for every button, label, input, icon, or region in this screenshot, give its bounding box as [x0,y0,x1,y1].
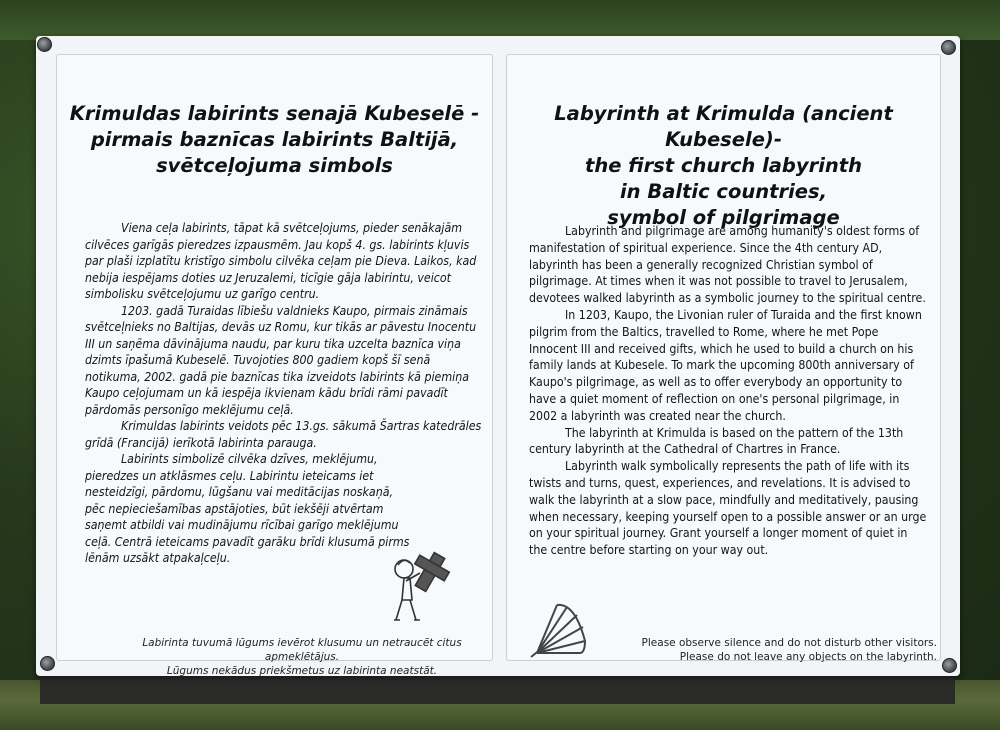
pilgrim-with-cross-icon [382,543,472,628]
latvian-footer-line: Lūgums nekādus priekšmetus uz labirinta neatstāt. [166,665,438,677]
english-footer-line: Please do not leave any objects on the labyrinth. [679,651,937,663]
information-sign [36,36,960,676]
english-title [507,101,940,231]
english-title-line: in Baltic countries, [620,180,827,203]
screw-bottom-left-icon [40,656,55,671]
latvian-paragraph: Krimuldas labirints veidots pēc 13.gs. sākumā Šartras katedrāles grīdā (Francijā) ierīkotā labirinta parauga. [85,419,482,450]
latvian-paragraph: 1203. gadā Turaidas lībiešu valdnieks Kaupo, pirmais zināmais svētceļnieks no Baltijas, devās uz Romu, kur tikās ar pāvestu Inocentu III un saņēma dāvinājuma naudu, par kuru tika uzcelta baznīca viņa dzimts īpašumā Kubeselē. Tuvojoties 800 gadiem kopš šī senā notikuma, 2002. gadā pie baznīcas tika izveidots labirints kā piemiņa Kaupo ceļojumam un kā iespēja ikvienam kādu brīdi rāmi pavadīt pārdomās personīgo meklējumu ceļā. [85,303,477,417]
latvian-paragraph: Labirints simbolizē cilvēka dzīves, meklējumu, pieredzes un atklāsmes ceļu. Labirintu ieteicams iet nesteidzīgi, pārdomu, lūgšanu vai meditācijas noskaņā, pēc nepieciešamības apstājoties, būt iekšēji atvērtam saņemt atbildi vai mudinājumu rīcībai garīgo meklējumu ceļā. Centrā ieteicams pavadīt garāku brīdi klusumā pirms lēnām uzsākt atpakaļceļu. [85,452,410,565]
latvian-text-panel [56,54,493,677]
screw-top-right-icon [941,40,956,55]
english-title-line: the first church labyrinth [585,154,862,177]
english-text-panel [506,54,941,661]
english-body [529,223,929,559]
english-paragraph: Labyrinth walk symbolically represents the path of life with its twists and turns, quest, experiences, and revelations. It is advised to walk the labyrinth at a slow pace, mindfully and meditatively, pausing when necessary, keeping yourself open to a possible answer or an urge on your spiritual journey. Grant yourself a longer moment of quiet in the centre before starting on your way out. [529,459,927,558]
english-paragraph: In 1203, Kaupo, the Livonian ruler of Turaida and the first known pilgrim from the Baltics, travelled to Rome, where he met Pope Innocent III and received gifts, which he used to build a church on his family lands at Kubesele. To mark the upcoming 800th anniversary of Kaupo's pilgrimage, as well as to offer everybody an opportunity to have a quiet moment of reflection on one's personal pilgrimage, in 2002 a labyrinth was created near the church. [529,307,922,423]
english-title-line: symbol of pilgrimage [607,206,840,229]
latvian-title-line: pirmais baznīcas labirints Baltijā, [90,128,459,151]
screw-bottom-right-icon [942,658,957,673]
english-paragraph: The labyrinth at Krimulda is based on the pattern of the 13th century labyrinth at the Cathedral of Chartres in France. [529,425,904,457]
screw-top-left-icon [37,37,52,52]
english-title-line: Labyrinth at Krimulda (ancient Kubesele)- [554,102,893,151]
latvian-title-line: svētceļojuma simbols [156,154,393,177]
english-footer-line: Please observe silence and do not disturb other visitors. [641,637,937,649]
latvian-title-line: Krimuldas labirints senajā Kubeselē - [69,102,480,125]
latvian-title [57,101,492,179]
english-footer-note [637,636,937,664]
sign-base [40,676,955,704]
latvian-paragraph: Viena ceļa labirints, tāpat kā svētceļojums, pieder senākajām cilvēces garīgās pieredzes izpausmēm. Jau kopš 4. gs. labirints kļuvis par plaši izplatītu kristīgo simbolu cilvēka ceļam pie Dieva. Laikos, kad nebija iespējams doties uz Jeruzalemi, ticīgie gāja labirintu, veicot simbolisku svētceļojumu uz garīgo centru. [85,221,477,301]
latvian-body [85,220,485,567]
latvian-footer-note [112,636,492,678]
grass-background-top [0,0,1000,40]
english-paragraph: Labyrinth and pilgrimage are among humanity's oldest forms of manifestation of spiritual experience. Since the 4th century AD, labyrinth has been a generally recognized Christian symbol of pilgrimage. At times when it was not possible to travel to Jerusalem, devotees walked labyrinth as a symbolic journey to the spiritual centre. [529,224,926,306]
latvian-footer-line: Labirinta tuvumā lūgums ievērot klusumu un netraucēt citus apmeklētājus. [142,637,462,663]
scallop-shell-icon [527,597,589,659]
